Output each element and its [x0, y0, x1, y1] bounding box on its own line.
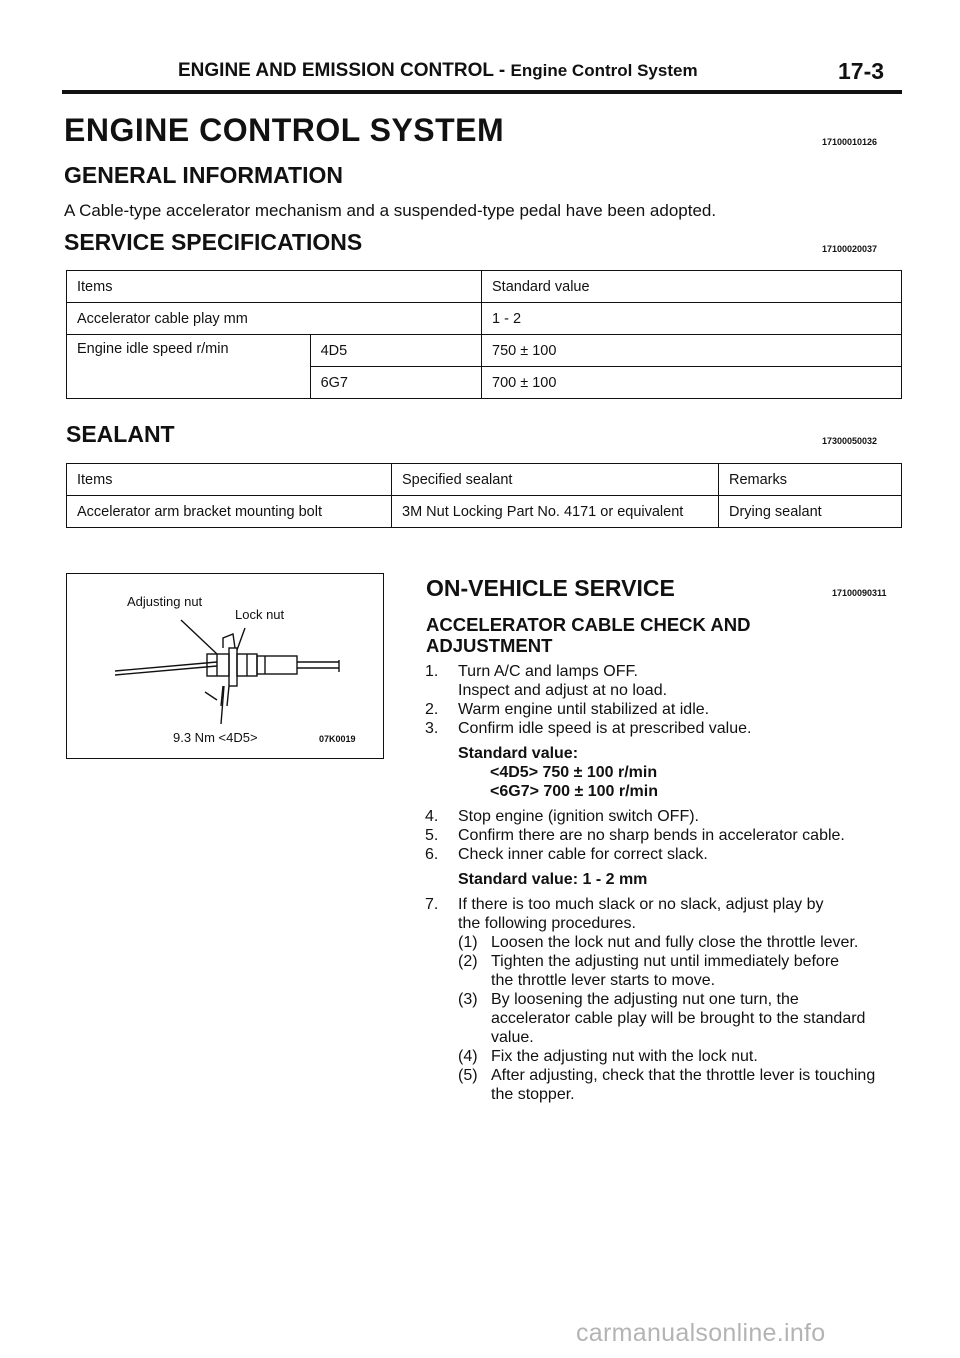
- spec-sub-6g7: 6G7: [310, 367, 481, 399]
- spec-header-items: Items: [67, 271, 482, 303]
- service-specifications-table: [66, 270, 902, 399]
- page-number: 17-3: [838, 58, 885, 84]
- step-7: 7. If there is too much slack or no slack, adjust play by the following procedures. (1) Loosen the lock nut and fully close the throttle lever. (2) Tighten the adjusting nut until immediately before the throttle lever starts to move. (3) By loosening the adjusting nut one turn, the accelerator cable play will be brought to the standard value. (4) Fix the adjusting nut with the lock nut. (5) After adjusting, check that the throttle lever is touching the stopper.: [425, 895, 903, 1104]
- header-rule: [62, 90, 902, 94]
- on-vehicle-service-title: ON-VEHICLE SERVICE: [426, 575, 675, 601]
- sealant-header-specified: Specified sealant: [392, 464, 719, 496]
- sealant-item: Accelerator arm bracket mounting bolt: [67, 496, 392, 528]
- general-information-title: GENERAL INFORMATION: [64, 162, 343, 188]
- standard-value-6g7: <6G7> 700 ± 100 r/min: [490, 783, 658, 800]
- spec-item-idle-speed: Engine idle speed r/min: [67, 335, 311, 399]
- spec-value-4d5: 750 ± 100: [482, 335, 902, 367]
- subtitle-line-2: ADJUSTMENT: [426, 635, 553, 656]
- on-vehicle-service-code: 17100090311: [832, 588, 887, 598]
- step-5: 5. Confirm there are no sharp bends in accelerator cable.: [425, 827, 845, 844]
- step-1: 1. Turn A/C and lamps OFF. Inspect and adjust at no load.: [425, 663, 668, 699]
- standard-value-4d5: <4D5> 750 ± 100 r/min: [490, 764, 658, 781]
- section-code: 17100010126: [822, 137, 878, 147]
- standard-value-label: Standard value:: [458, 745, 579, 762]
- site-watermark: carmanualsonline.info: [576, 1319, 826, 1347]
- sealant-header-remarks: Remarks: [719, 464, 902, 496]
- label-adjusting-nut: Adjusting nut: [127, 594, 203, 609]
- step-6: 6. Check inner cable for correct slack. Standard value: 1 - 2 mm: [425, 845, 903, 889]
- service-specifications-code: 17100020037: [822, 244, 878, 254]
- sub-step-2: (2) Tighten the adjusting nut until immediately before the throttle lever starts to move.: [458, 953, 840, 989]
- sealant-table: [66, 463, 902, 528]
- sealant-specified: 3M Nut Locking Part No. 4171 or equivalent: [392, 496, 719, 528]
- step-4: 4. Stop engine (ignition switch OFF).: [425, 808, 699, 825]
- spec-item-cable-play: Accelerator cable play mm: [67, 303, 482, 335]
- spec-header-standard-value: Standard value: [482, 271, 902, 303]
- step-3: 3. Confirm idle speed is at prescribed value. Standard value: <4D5> 750 ± 100 r/min <6G7> 700 ± 100 r/min: [425, 719, 903, 801]
- label-lock-nut: Lock nut: [235, 607, 285, 622]
- sub-step-5: (5) After adjusting, check that the throttle lever is touching the stopper.: [458, 1067, 876, 1103]
- subtitle-line-1: ACCELERATOR CABLE CHECK AND: [426, 614, 751, 635]
- sealant-title: SEALANT: [66, 421, 175, 447]
- standard-value-slack: Standard value: 1 - 2 mm: [458, 871, 648, 888]
- general-information-text: A Cable-type accelerator mechanism and a suspended-type pedal have been adopted.: [64, 201, 717, 220]
- sealant-code: 17300050032: [822, 436, 878, 446]
- procedure-steps: [425, 662, 903, 1104]
- sealant-header-items: Items: [67, 464, 392, 496]
- accelerator-cable-subtitle: [426, 614, 750, 656]
- header-section: ENGINE AND EMISSION CONTROL: [178, 60, 494, 81]
- spec-value-6g7: 700 ± 100: [482, 367, 902, 399]
- figure-code: 07K0019: [319, 734, 356, 744]
- header-subsection: Engine Control System: [510, 61, 698, 80]
- spec-sub-4d5: 4D5: [310, 335, 481, 367]
- sub-step-3: (3) By loosening the adjusting nut one turn, the accelerator cable play will be brought to the standard value.: [458, 991, 866, 1046]
- label-torque: 9.3 Nm <4D5>: [173, 730, 258, 745]
- service-specifications-title: SERVICE SPECIFICATIONS: [64, 229, 363, 255]
- spec-value-cable-play: 1 - 2: [482, 303, 902, 335]
- sealant-remarks: Drying sealant: [719, 496, 902, 528]
- sub-step-4: (4) Fix the adjusting nut with the lock nut.: [458, 1048, 758, 1065]
- section-title: ENGINE CONTROL SYSTEM: [64, 112, 505, 148]
- sub-step-1: (1) Loosen the lock nut and fully close the throttle lever.: [458, 934, 859, 951]
- running-header: [178, 60, 698, 82]
- step-2: 2. Warm engine until stabilized at idle.: [425, 701, 710, 718]
- sub-steps: [458, 933, 903, 1104]
- adjustment-figure: [66, 573, 384, 759]
- header-separator: -: [498, 60, 506, 81]
